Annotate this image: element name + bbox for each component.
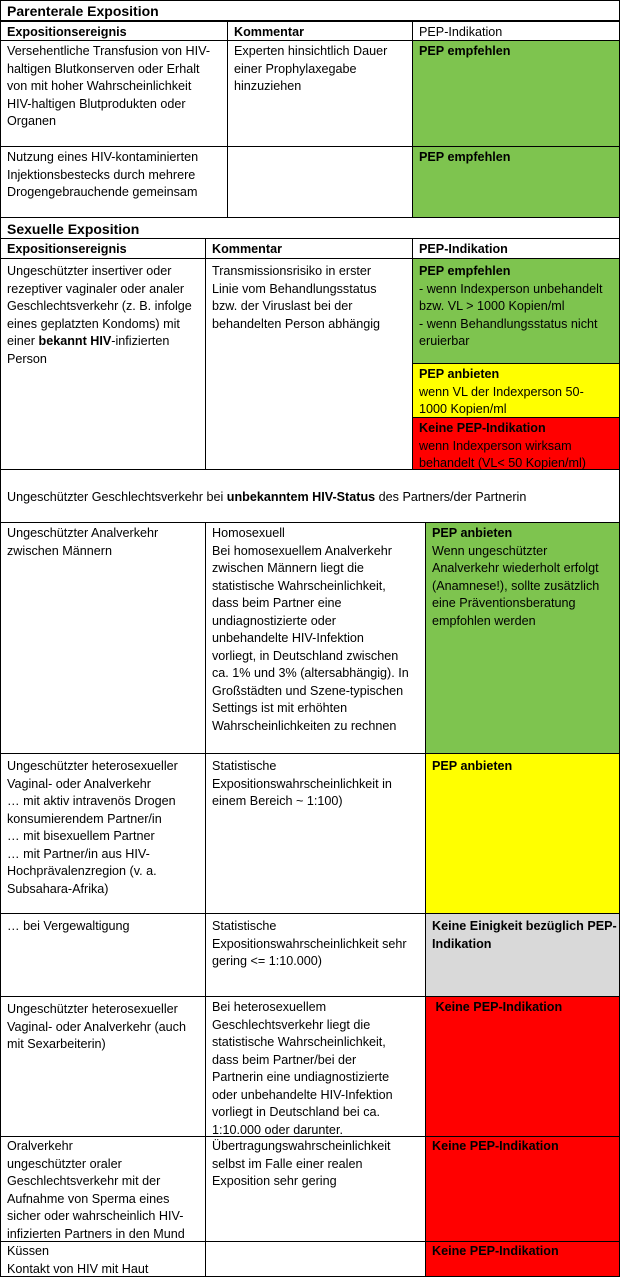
unknown-status-heading: Ungeschützter Geschlechtsverkehr bei unbekanntem HIV-Status des Partners/der Partnerin [0, 469, 620, 523]
row-rape-comment: Statistische Expositionswahrscheinlichkeit sehr gering <= 1:10.000) [205, 913, 426, 997]
section-title-sexual: Sexuelle Exposition [0, 217, 620, 239]
parenteral-row-1-pep: PEP empfehlen [412, 40, 620, 147]
row-kiss-pep: Keine PEP-Indikation [425, 1241, 620, 1277]
header-pep: PEP-Indikation [412, 21, 620, 41]
known-hiv-bold: bekannt HIV [38, 334, 112, 348]
header-event-sexual: Expositionsereignis [0, 238, 206, 259]
row-rape-pep: Keine Einigkeit bezüglich PEP- Indikation [425, 913, 620, 997]
header-comment: Kommentar [227, 21, 413, 41]
header-event: Expositionsereignis [0, 21, 228, 41]
row-hetero-comment: Bei heterosexuellem Geschlechtsverkehr liegt die statistische Wahrscheinlichkeit, dass beim Partner/bei der Partnerin eine undiagnostizierte oder unbehandelte HIV-Infektion vorliegt in Deutschland bei ca. 1:10.000 oder darunter. [205, 996, 426, 1137]
known-hiv-event: Ungeschützter insertiver oder rezeptiver vaginaler oder analer Geschlechtsverkehr (z. B. infolge eines geplatzten Kondoms) mit einer bekannt HIV-infizierten Person [0, 258, 206, 470]
parenteral-row-2-comment [227, 146, 413, 218]
known-hiv-text: einer [7, 334, 39, 348]
known-hiv-comment: Transmissionsrisiko in erster Linie vom Behandlungsstatus bzw. der Viruslast bei der behandelten Person abhängig [205, 258, 413, 470]
row-hetero-risk-event: Ungeschützter heterosexueller Vaginal- oder Analverkehr … mit aktiv intravenös Drogen konsumierendem Partner/in … mit bisexuellem Partner … mit Partner/in aus HIV- Hochprävalenzregion (v. a. Subsahara-Afrika) [0, 753, 206, 914]
row-oral-pep: Keine PEP-Indikation [425, 1136, 620, 1242]
row-hetero-pep: Keine PEP-Indikation [425, 996, 620, 1137]
header-comment-sexual: Kommentar [205, 238, 413, 259]
row-rape-event: … bei Vergewaltigung [0, 913, 206, 997]
section-title-parenteral: Parenterale Exposition [0, 0, 620, 21]
row-kiss-event: Küssen Kontakt von HIV mit Haut [0, 1241, 206, 1277]
known-hiv-pep-green: PEP empfehlen - wenn Indexperson unbehandelt bzw. VL > 1000 Kopien/ml - wenn Behandlungsstatus nicht eruierbar [412, 258, 620, 364]
row-hetero-risk-comment: Statistische Expositionswahrscheinlichkeit in einem Bereich ~ 1:100) [205, 753, 426, 914]
known-hiv-pep-yellow: PEP anbieten wenn VL der Indexperson 50- 1000 Kopien/ml [412, 363, 620, 418]
header-pep-sexual: PEP-Indikation [412, 238, 620, 259]
row-msm-pep: PEP anbieten Wenn ungeschützter Analverkehr wiederholt erfolgt (Anamnese!), sollte zusätzlich eine Präventionsberatung empfohlen werden [425, 522, 620, 754]
row-oral-event: Oralverkehr ungeschützter oraler Geschlechtsverkehr mit der Aufnahme von Sperma eines sicher oder wahrscheinlich HIV- infizierten Partners in den Mund [0, 1136, 206, 1242]
row-msm-comment: Homosexuell Bei homosexuellem Analverkehr zwischen Männern liegt die statistische Wahrscheinlichkeit, dass beim Partner eine undiagnostizierte oder unbehandelte HIV-Infektion vorliegt, in Deutschland zwischen ca. 1% und 3% (altersabhängig). In Großstädten und Szene-typischen Settings ist mit erhöhten Wahrscheinlichkeiten zu rechnen [205, 522, 426, 754]
parenteral-row-2-pep: PEP empfehlen [412, 146, 620, 218]
unknown-status-bold: unbekanntem HIV-Status [226, 490, 376, 504]
row-hetero-event: Ungeschützter heterosexueller Vaginal- oder Analverkehr (auch mit Sexarbeiterin) [0, 996, 206, 1137]
row-oral-comment: Übertragungswahrscheinlichkeit selbst im Falle einer realen Exposition sehr gering [205, 1136, 426, 1242]
parenteral-row-2-event: Nutzung eines HIV-kontaminierten Injektionsbestecks durch mehrere Drogengebrauchende gemeinsam [0, 146, 228, 218]
row-kiss-comment [205, 1241, 426, 1277]
known-hiv-text-post: -infizierten [111, 334, 170, 348]
parenteral-row-1-comment: Experten hinsichtlich Dauer einer Prophylaxegabe hinzuziehen [227, 40, 413, 147]
row-msm-event: Ungeschützter Analverkehr zwischen Männern [0, 522, 206, 754]
row-hetero-risk-pep: PEP anbieten [425, 753, 620, 914]
known-hiv-pep-red: Keine PEP-Indikation wenn Indexperson wirksam behandelt (VL< 50 Kopien/ml) [412, 417, 620, 470]
parenteral-row-1-event: Versehentliche Transfusion von HIV- haltigen Blutkonserven oder Erhalt von mit hoher Wahrscheinlichkeit HIV-haltigen Blutprodukten oder Organen [0, 40, 228, 147]
